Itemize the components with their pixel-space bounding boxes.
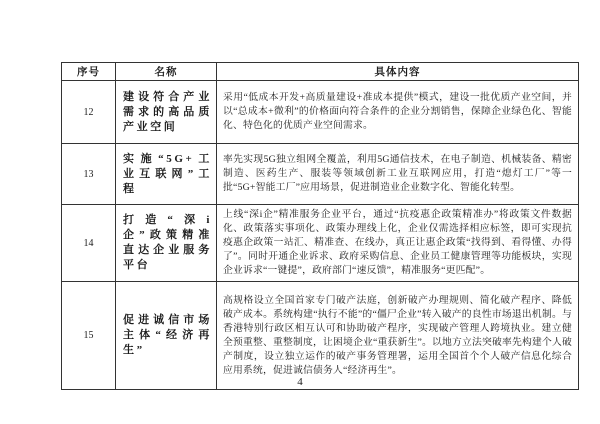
row-name: 打造“深i企”政策精准直达企业服务平台 <box>116 205 217 282</box>
row-content: 高规格设立全国首家专门破产法庭，创新破产办理规则、简化破产程序、降低破产成本。系统构建“执行不能”的“僵尸企业”转入破产的良性市场退出机制。与香港特别行政区相互认可和协助破产程序，实现破产管理人跨境执业。建立健全预重整、重整制度，让困境企业“重获新生”。以地方立法突破率先构建个人破产制度，设立独立运作的破产事务管理署，运用全国首个个人破产信息化综合应用系统，促进诚信债务人“经济再生”。 <box>217 282 579 390</box>
row-name: 促进诚信市场主体“经济再生” <box>116 282 217 390</box>
row-content: 率先实现5G独立组网全覆盖，利用5G通信技术，在电子制造、机械装备、精密制造、医药生产、服装等领域创新工业互联网应用，打造“熄灯工厂”等一批“5G+智能工厂”应用场景，促进制造业企业数字化、智能化转型。 <box>217 144 579 205</box>
row-no: 12 <box>62 81 116 144</box>
row-content: 采用“低成本开发+高质量建设+准成本提供”模式，建设一批优质产业空间，并以“总成本+微利”的价格面向符合条件的企业分割销售，保障企业绿色化、智能化、特色化的优质产业空间需求。 <box>217 81 579 144</box>
row-no: 15 <box>62 282 116 390</box>
table-row <box>62 144 579 205</box>
table-header-row <box>62 63 579 81</box>
table-row <box>62 205 579 282</box>
row-no: 13 <box>62 144 116 205</box>
row-content: 上线“深i企”精准服务企业平台，通过“抗疫惠企政策精准办”将政策文件数据化、政策落实事项化、政策办理线上化，企业仅需选择相应标签，即可实现抗疫惠企政策一站汇、精准查、在线办，真正让惠企政策“找得到、看得懂、办得了”。同时开通企业诉求、政府采购信息、企业员工健康管理等功能板块，实现企业诉求“一键提”，政府部门“速反馈”，精准服务“更匹配”。 <box>217 205 579 282</box>
page-number: 4 <box>297 376 303 388</box>
column-header-no: 序号 <box>62 63 116 81</box>
row-name: 建设符合产业需求的高品质产业空间 <box>116 81 217 144</box>
row-no: 14 <box>62 205 116 282</box>
row-name: 实施“5G+工业互联网”工程 <box>116 144 217 205</box>
policy-measures-table <box>61 62 579 390</box>
column-header-content: 具体内容 <box>217 63 579 81</box>
table-row <box>62 282 579 390</box>
table-row <box>62 81 579 144</box>
column-header-name: 名称 <box>116 63 217 81</box>
